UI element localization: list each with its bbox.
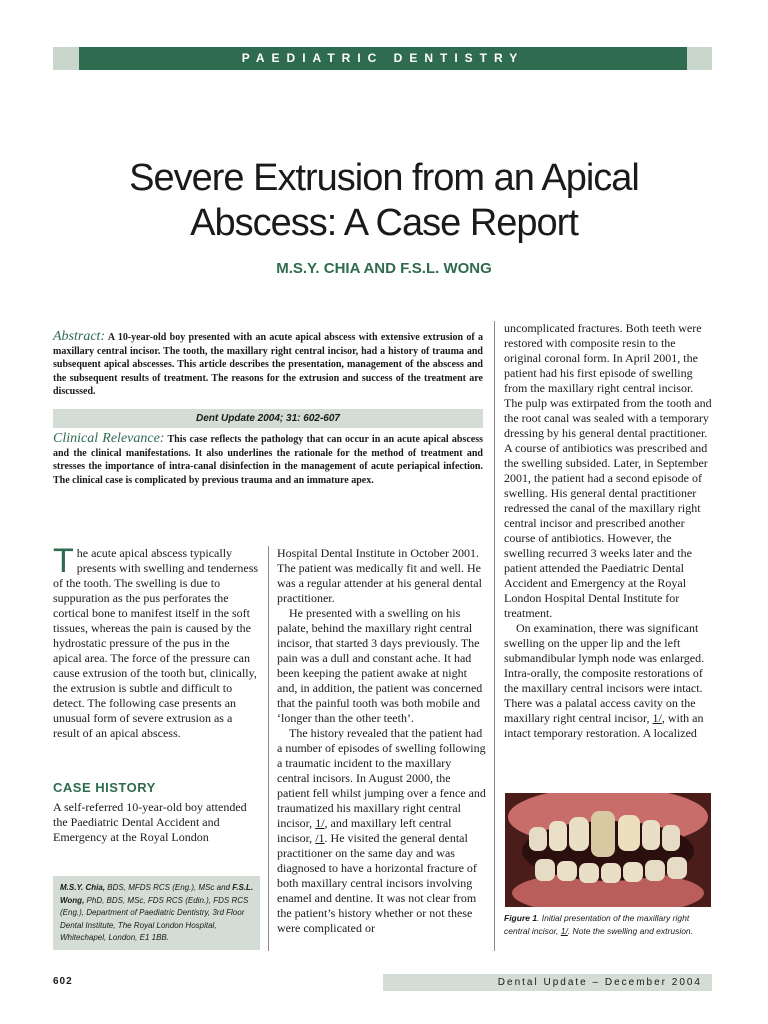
col2-paragraph-3	[277, 726, 486, 936]
abstract-text: A 10-year-old boy presented with an acute apical abscess with extensive extrusion of a maxillary central incisor. The tooth, the maxillary right central incisor, had a history of trauma and subsequent apical abscesses. This article describes the presentation, management of the abscess and the subsequent results of treatment. The reasons for the extrusion and success of the treatment are discussed.	[53, 332, 483, 397]
author2-credentials: PhD, BDS, MSc, FDS RCS (Edin.), FDS RCS (Eng.), Department of Paediatric Dentistry, 3rd Floor Dental Institute, The Royal London Hospital, Whitechapel, London, E1 1BB.	[60, 895, 249, 942]
col2-p3-part-a: The history revealed that the patient had a number of episodes of swelling following a traumatic incident to the maxillary central incisors. In August 2000, the patient fell whilst jumping over a fence and traumatized his maxillary right central incisor,	[277, 726, 486, 830]
relevance-label: Clinical Relevance:	[53, 431, 165, 446]
abstract-label: Abstract:	[53, 329, 106, 344]
author1-credentials: BDS, MFDS RCS (Eng.), MSc and	[107, 883, 230, 892]
relevance-text: This case reflects the pathology that can occur in an acute apical abscess and the clinical manifestations. It also underlines the rationale for the method of treatment and stresses the importance of intra-canal disinfection in the management of acute periapical infection. The clinical case is complicated by previous trauma and an immature apex.	[53, 434, 483, 486]
figure-label: Figure 1	[504, 913, 538, 923]
figure-caption	[504, 912, 712, 937]
citation: Dent Update 2004; 31: 602-607	[53, 409, 483, 428]
clinical-photo	[505, 793, 711, 907]
authors: M.S.Y. CHIA AND F.S.L. WONG	[276, 260, 492, 277]
author1-name: M.S.Y. Chia,	[60, 883, 106, 892]
title-line-2: Abscess: A Case Report	[190, 202, 578, 244]
section-label: PAEDIATRIC DENTISTRY	[79, 47, 687, 70]
tooth-notation: 1/	[315, 816, 325, 830]
column-1-intro	[53, 542, 259, 741]
tooth-notation: 1/	[560, 925, 568, 936]
col3-paragraph-1: uncomplicated fractures. Both teeth were restored with composite resin to the original coronal form. In April 2001, the patient had his first episode of swelling from the maxillary right central incisor. The pulp was extirpated from the tooth and the root canal was sealed with a temporary dressing by his general dental practitioner. A course of antibiotics was prescribed and the swelling subsided. Later, in September 2001, the patient had a second episode of swelling. His general dental practitioner redressed the canal of the maxillary right central incisor and prescribed another course of antibiotics. However, the swelling recurred 3 weeks later and the patient attended the Paediatric Dental Accident and Emergency at the Royal London Hospital Dental Institute for treatment.	[504, 321, 712, 620]
caption-text-b: . Note the swelling and extrusion.	[567, 925, 694, 936]
col2-p3-part-c: . He visited the general dental practitioner on the same day and was diagnosed to have a horizontal fracture of both maxillary central incisors involving enamel and dentine. It was not clear from the patient’s history whether or not these were complicated or	[277, 831, 477, 935]
title-line-1: Severe Extrusion from an Apical	[129, 157, 639, 199]
case-history-text: A self-referred 10-year-old boy attended the Paediatric Dental Accident and Emergency at the Royal London	[53, 800, 247, 844]
caption-text-a: . Initial presentation of the maxillary right central incisor,	[504, 913, 690, 936]
tooth-notation: 1/	[652, 711, 662, 725]
case-history-heading: CASE HISTORY	[53, 780, 156, 795]
intro-text: he acute apical abscess typically presents with swelling and tenderness of the tooth. The swelling is due to suppuration as the pus perforates the cortical bone to manifest itself in the soft tissues, whereas the pain is caused by the hydrostatic pressure of the pus in the apical area. The force of the pressure can cause extrusion of the tooth but, clinically, the extrusion is subtle and difficult to detect. The following case presents an unusual form of severe extrusion as a result of an apical abscess.	[53, 546, 259, 740]
col2-paragraph-1: Hospital Dental Institute in October 2001. The patient was medically fit and well. He was a regular attender at his general dental practitioner.	[277, 546, 482, 605]
col3-p2-part-b: , with an intact temporary restoration. A localized	[504, 711, 704, 740]
section-banner	[53, 47, 712, 70]
column-divider-2	[494, 321, 495, 951]
teeth-photo-illustration	[505, 793, 711, 907]
drop-cap: T	[53, 542, 74, 580]
column-2	[277, 546, 486, 936]
col3-p2-part-a: On examination, there was significant swelling on the upper lip and the left submandibular lymph node was enlarged. Intra-orally, the composite restorations of the maxillary central incisors were intact. There was a palatal access cavity on the maxillary right central incisor,	[504, 621, 705, 725]
clinical-relevance	[53, 432, 483, 487]
col2-paragraph-2: He presented with a swelling on his palate, behind the maxillary right central incisor, that started 3 days previously. The pain was a dull and constant ache. It had been keeping the patient awake at night and, in addition, the patient was concerned that the painful tooth was both mobile and ‘longer than the other teeth’.	[277, 606, 483, 725]
tooth-notation: /1	[315, 831, 325, 845]
col2-p3-part-b: , and maxillary left central incisor,	[277, 816, 452, 845]
author-affiliation	[53, 876, 260, 950]
column-3	[504, 321, 712, 741]
article-title	[60, 156, 708, 246]
column-divider-1	[268, 546, 269, 951]
author2-name: F.S.L. Wong,	[60, 883, 254, 905]
page-number: 602	[53, 976, 73, 987]
journal-footer: Dental Update – December 2004	[383, 974, 712, 991]
col3-paragraph-2	[504, 621, 712, 741]
abstract	[53, 330, 483, 399]
